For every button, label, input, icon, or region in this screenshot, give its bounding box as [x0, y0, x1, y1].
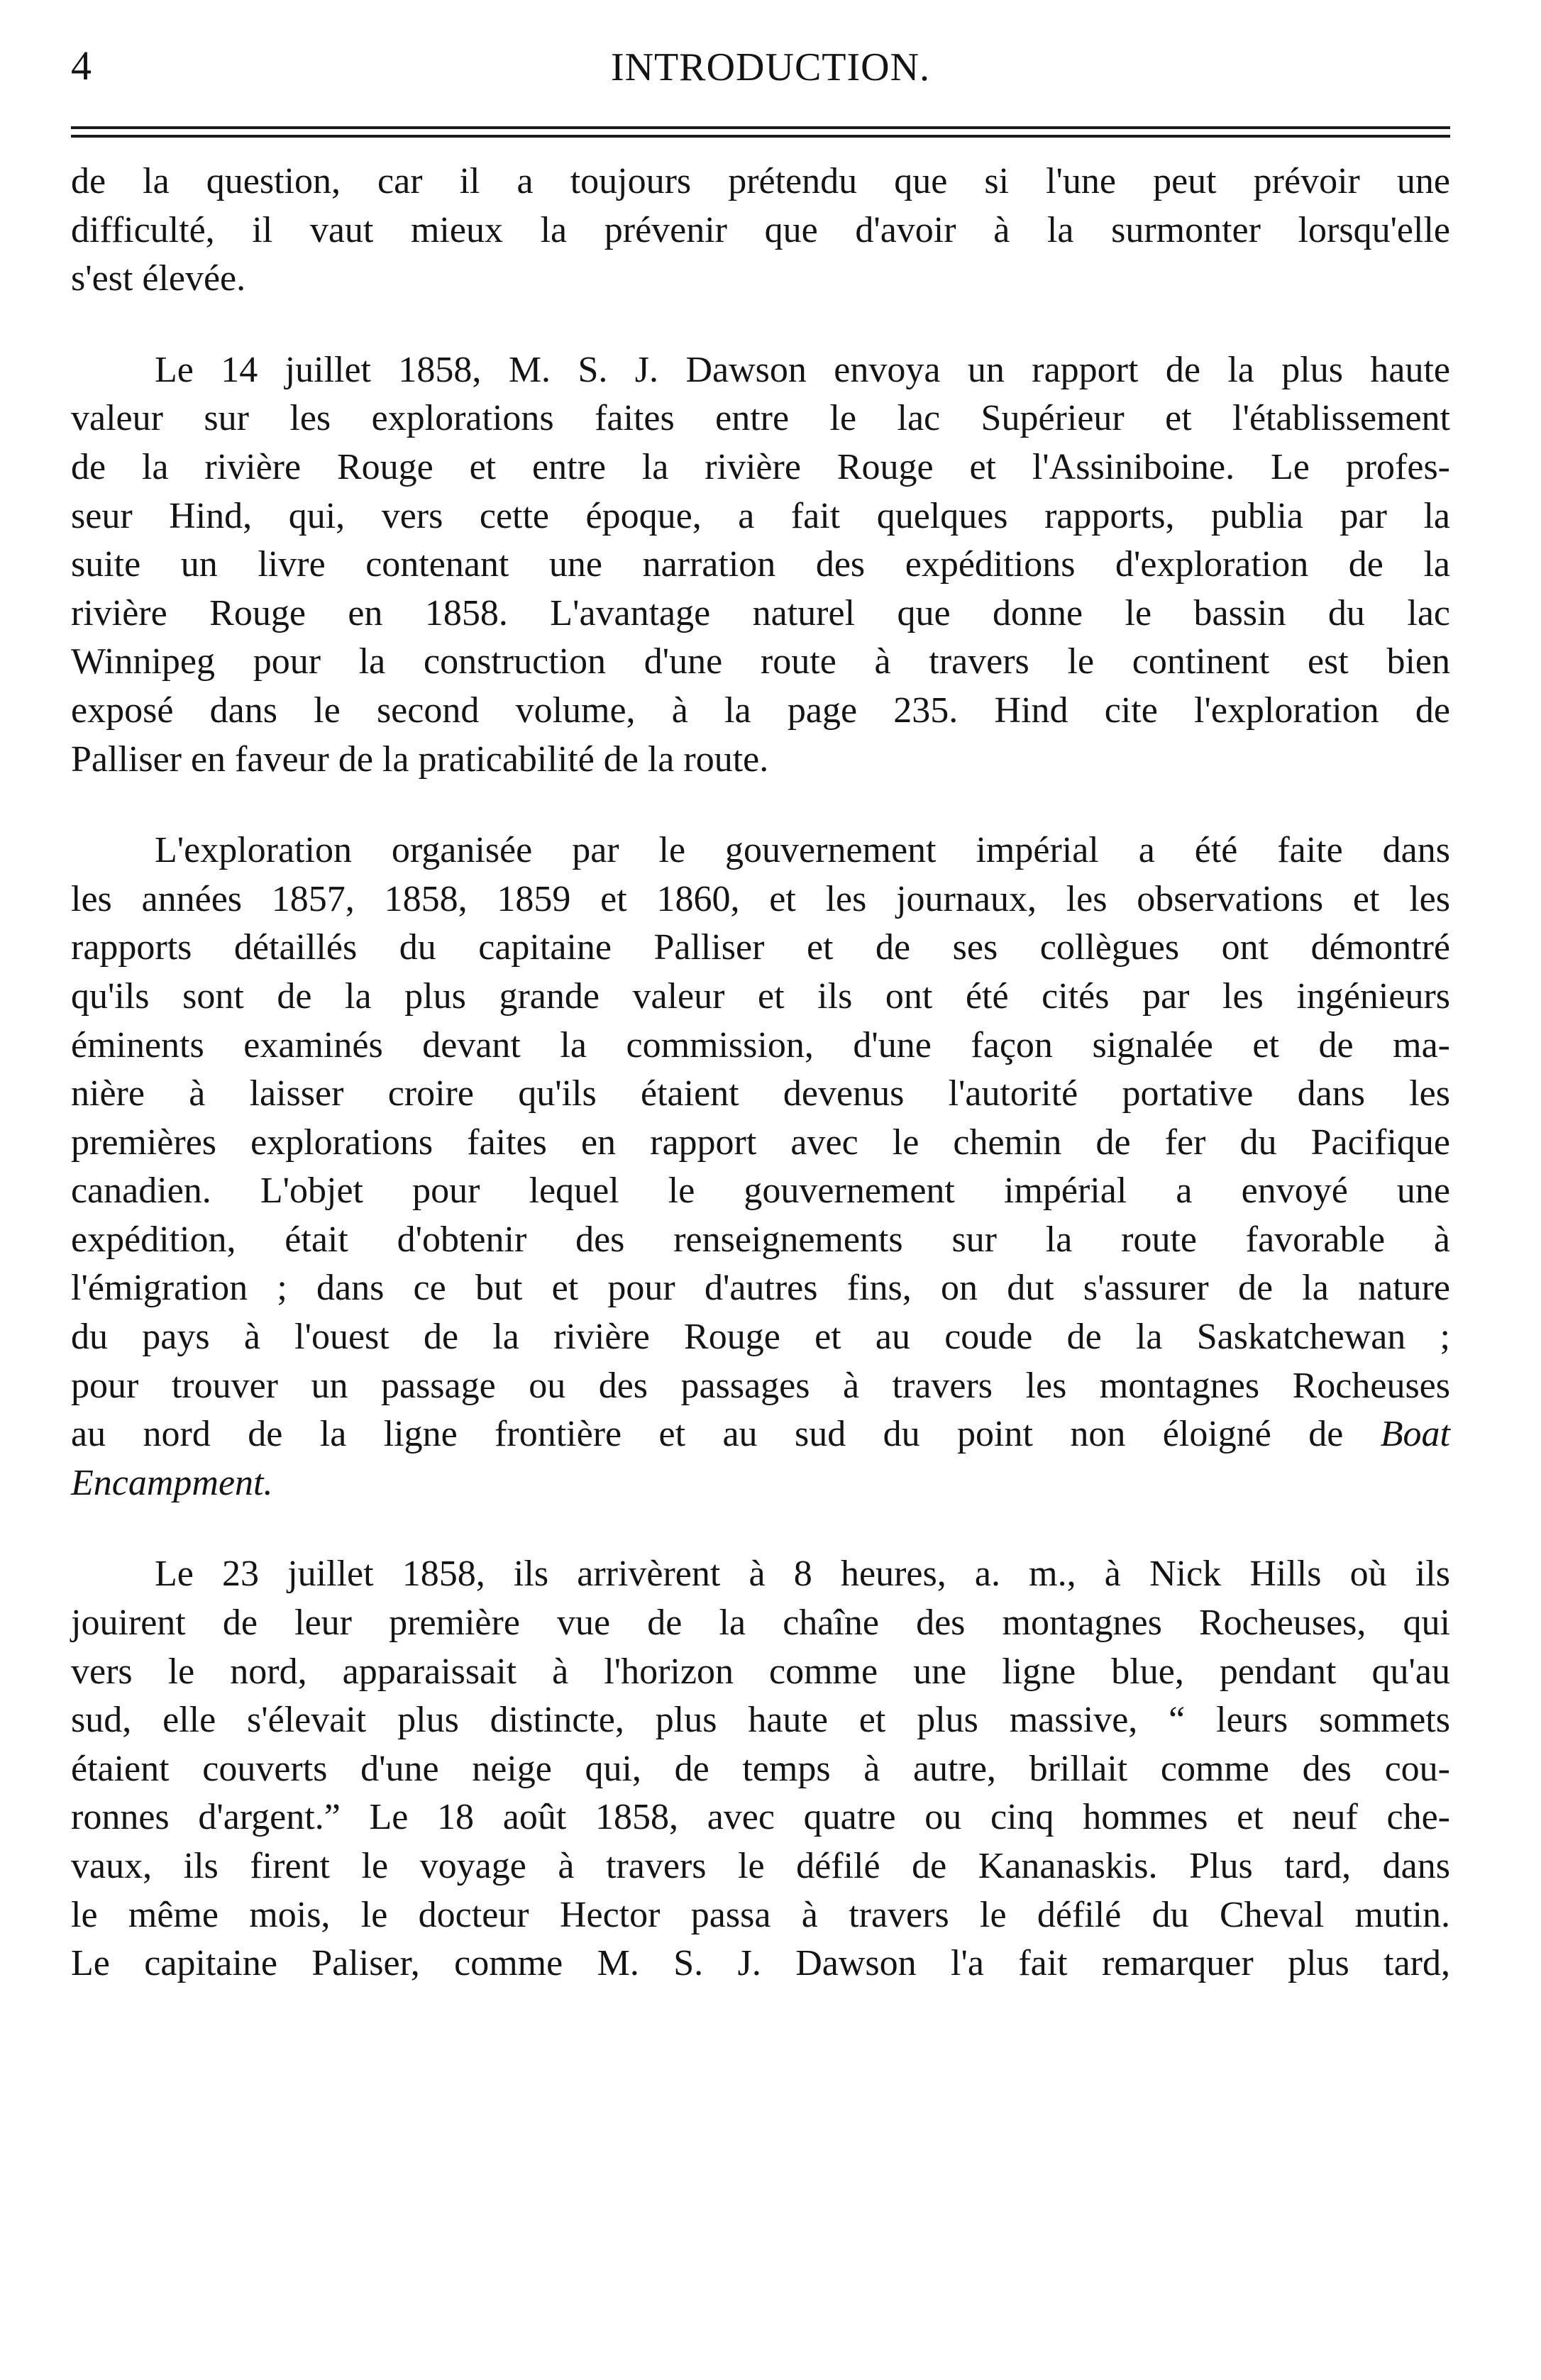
italic-place-name-start: Boat [1380, 1414, 1450, 1455]
text-line: rivière Rouge en 1858. L'avantage naturel que donne le bassin du lac [71, 592, 1450, 633]
paragraph-1 [71, 157, 1450, 304]
text-line: éminents examinés devant la commission, d'une façon signalée et de ma- [71, 1024, 1450, 1066]
text-line: les années 1857, 1858, 1859 et 1860, et les journaux, les observations et les [71, 878, 1450, 919]
text-line: canadien. L'objet pour lequel le gouvernement impérial a envoyé une [71, 1170, 1450, 1212]
text-line: suite un livre contenant une narration des expéditions d'exploration de la [71, 544, 1450, 585]
text-line: du pays à l'ouest de la rivière Rouge et au coude de la Saskatchewan ; [71, 1317, 1450, 1358]
text-line: de la rivière Rouge et entre la rivière Rouge et l'Assiniboine. Le profes- [71, 446, 1450, 487]
text-line: seur Hind, qui, vers cette époque, a fait quelques rapports, publia par la [71, 495, 1450, 536]
text-line: premières explorations faites en rapport avec le chemin de fer du Pacifique [71, 1122, 1450, 1163]
text-line: sud, elle s'élevait plus distincte, plus haute et plus massive, “ leurs sommets [71, 1700, 1450, 1741]
text-line: qu'ils sont de la plus grande valeur et ils ont été cités par les ingénieurs [71, 975, 1450, 1017]
text-line: jouirent de leur première vue de la chaîne des montagnes Rocheuses, qui [71, 1603, 1450, 1644]
text-line: Le 14 juillet 1858, M. S. J. Dawson envoya un rapport de la plus haute [155, 349, 1450, 390]
paragraph-2 [71, 346, 1450, 784]
text-line: le même mois, le docteur Hector passa à travers le défilé du Cheval mutin. [71, 1894, 1450, 1935]
header-rule-top [71, 126, 1450, 129]
text-line: pour trouver un passage ou des passages à travers les montagnes Rocheuses [71, 1365, 1450, 1406]
paragraph-4 [71, 1550, 1450, 1988]
text-line: vaux, ils firent le voyage à travers le défilé de Kananaskis. Plus tard, dans [71, 1846, 1450, 1886]
text-line: ronnes d'argent.” Le 18 août 1858, avec quatre ou cinq hommes et neuf che- [71, 1797, 1450, 1838]
text-line-italic [71, 1459, 1450, 1508]
header-rule-bottom [71, 135, 1450, 138]
text-line: vers le nord, apparaissait à l'horizon comme une ligne blue, pendant qu'au [71, 1651, 1450, 1692]
text-line: Winnipeg pour la construction d'une route à travers le continent est bien [71, 641, 1450, 682]
text-line: expédition, était d'obtenir des renseignements sur la route favorable à [71, 1219, 1450, 1260]
text-line: Palliser en faveur de la praticabilité de la route. [71, 738, 769, 780]
text-line: nière à laisser croire qu'ils étaient devenus l'autorité portative dans les [71, 1073, 1450, 1114]
italic-place-name: Encampment. [71, 1462, 273, 1503]
text-line: de la question, car il a toujours prétendu que si l'une peut prévoir une [71, 161, 1450, 201]
paragraph-3 [71, 826, 1450, 1507]
text-line: L'exploration organisée par le gouvernement impérial a été faite dans [155, 830, 1450, 871]
text-line: Le capitaine Paliser, comme M. S. J. Dawson l'a fait remarquer plus tard, [71, 1943, 1450, 1984]
text-line: l'émigration ; dans ce but et pour d'autres fins, on dut s'assurer de la nature [71, 1268, 1450, 1309]
text-line: au nord de la ligne frontière et au sud du point non éloigné de Boat [71, 1414, 1450, 1455]
running-title: INTRODUCTION. [610, 45, 931, 89]
text-line: exposé dans le second volume, à la page 235. Hind cite l'exploration de [71, 690, 1450, 731]
page-number: 4 [71, 43, 92, 89]
body-text [71, 157, 1450, 1988]
text-line: Le 23 juillet 1858, ils arrivèrent à 8 heures, a. m., à Nick Hills où ils [155, 1554, 1450, 1595]
text-line: valeur sur les explorations faites entre le lac Supérieur et l'établissement [71, 398, 1450, 439]
text-line: rapports détaillés du capitaine Palliser et de ses collègues ont démontré [71, 927, 1450, 968]
text-line: s'est élevée. [71, 258, 246, 299]
text-line: difficulté, il vaut mieux la prévenir que d'avoir à la surmonter lorsqu'elle [71, 209, 1450, 250]
text-line: étaient couverts d'une neige qui, de temps à autre, brillait comme des cou- [71, 1748, 1450, 1789]
